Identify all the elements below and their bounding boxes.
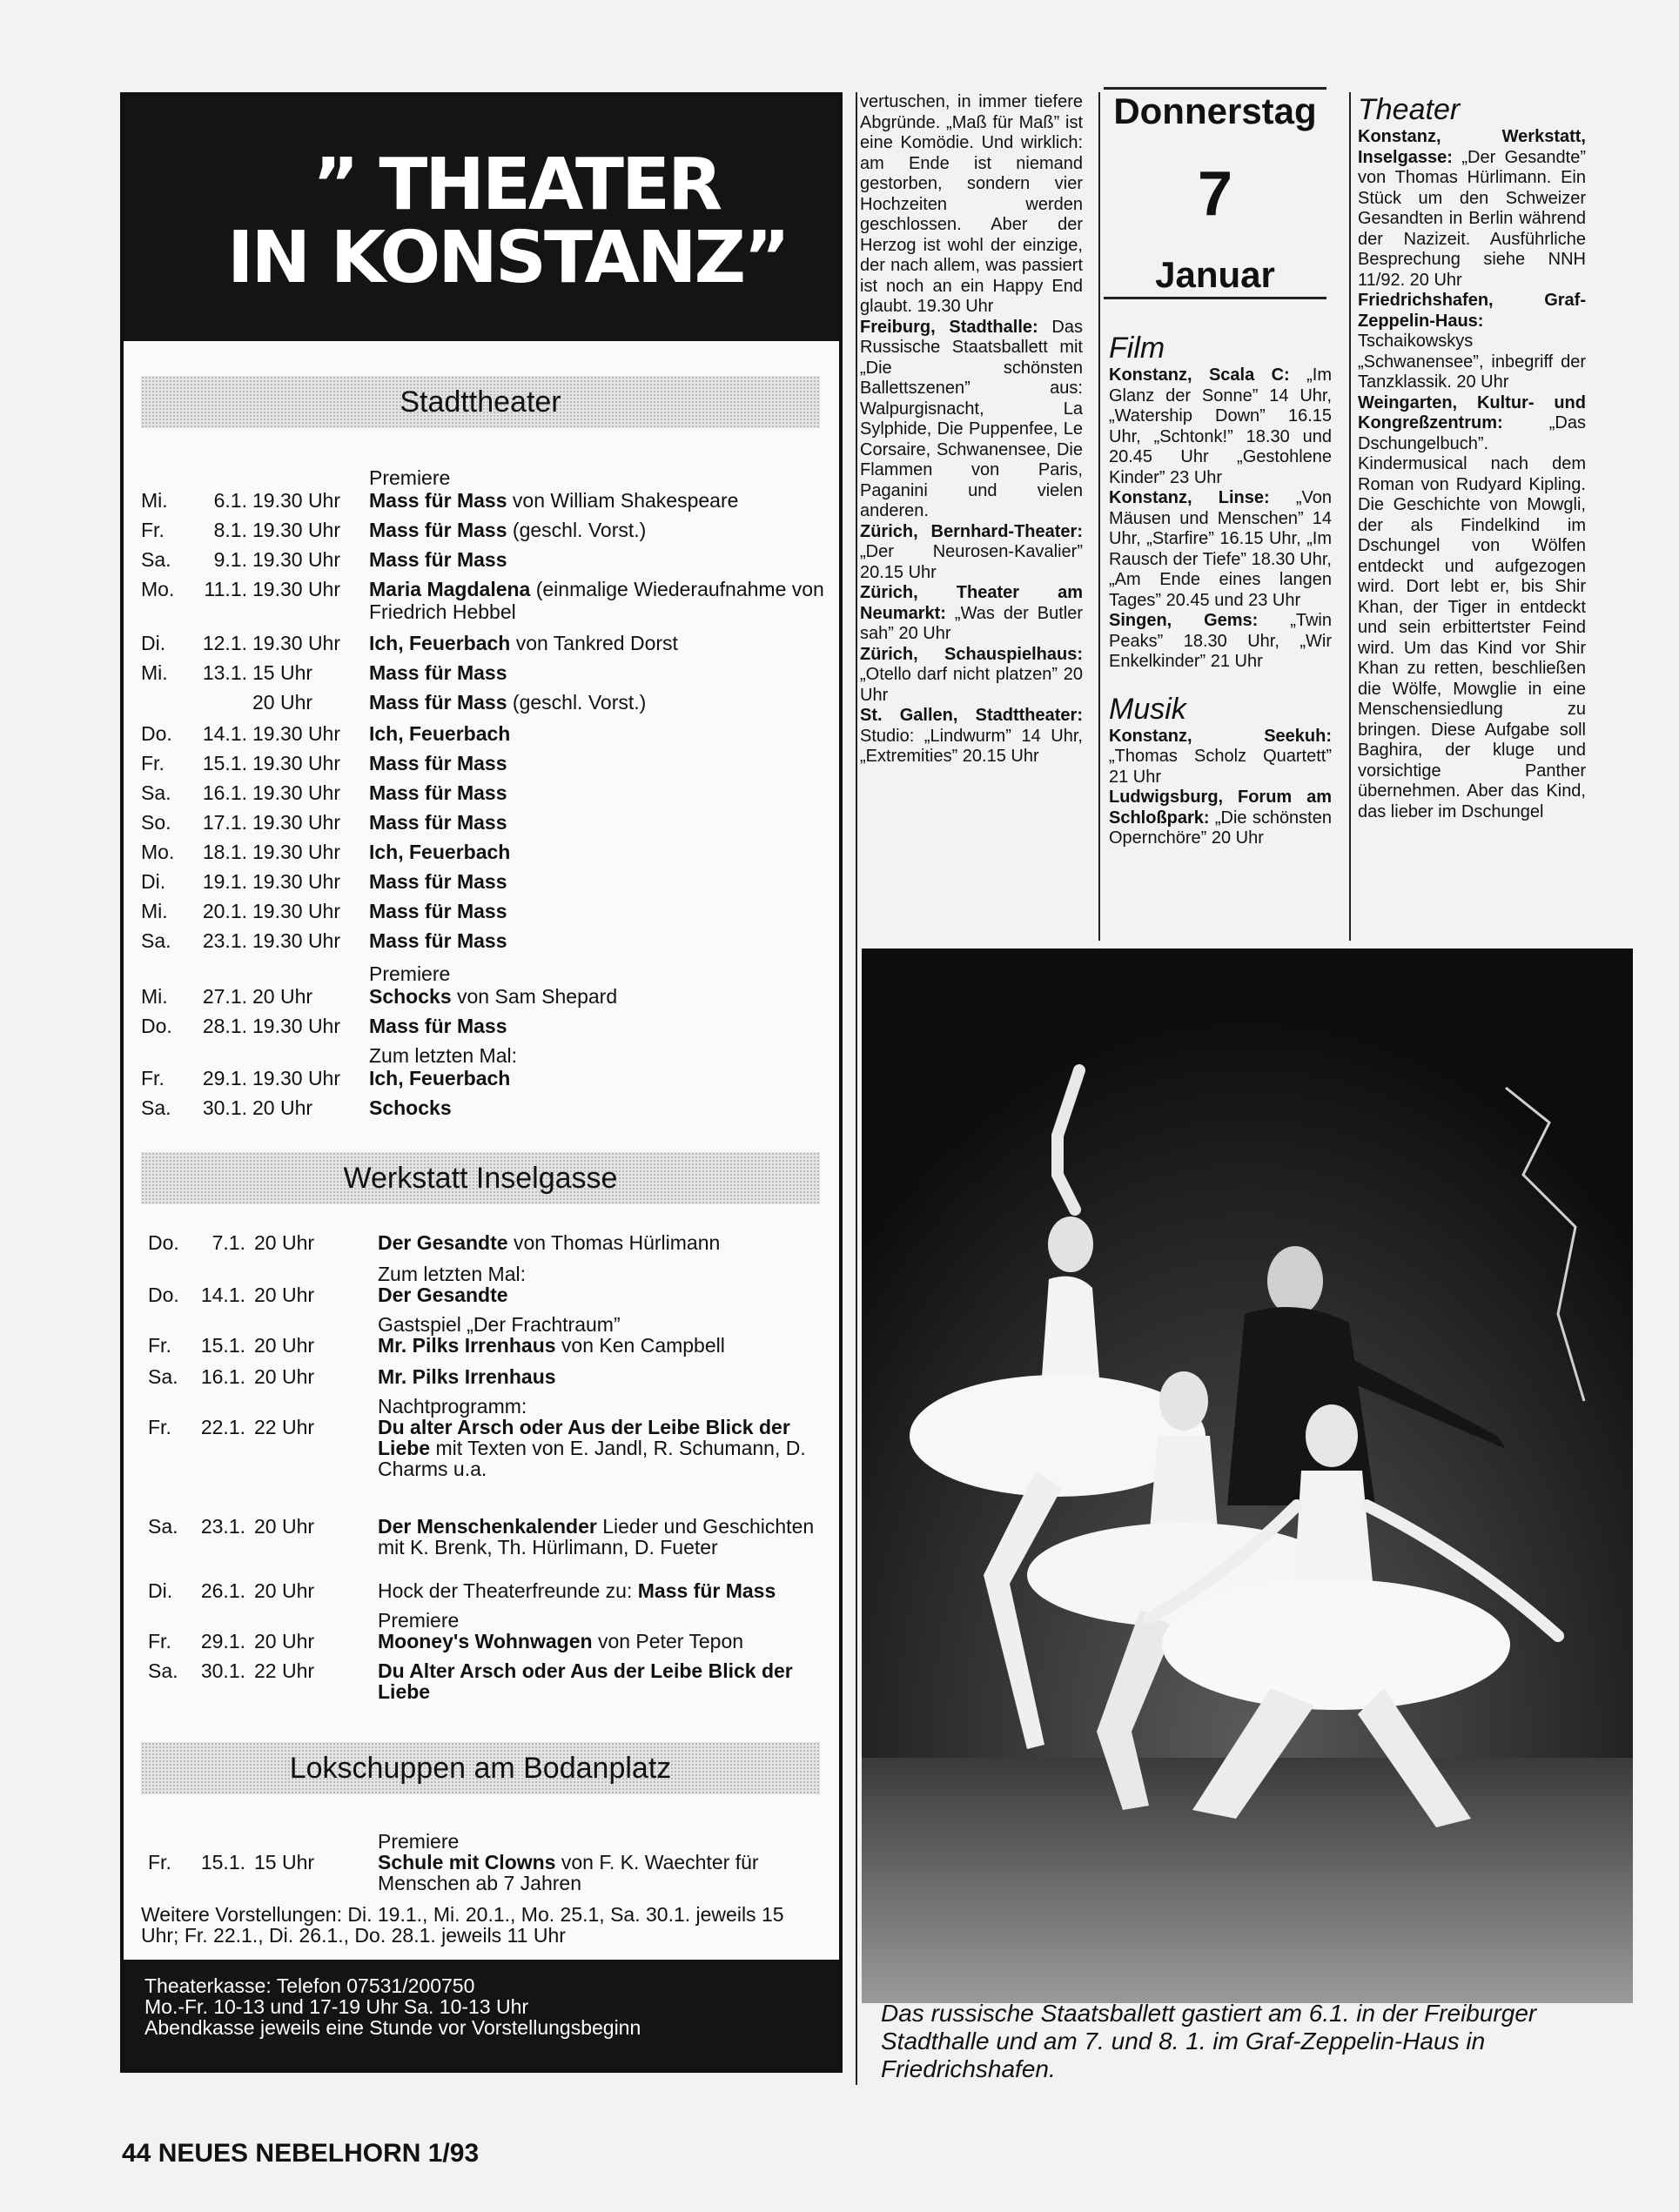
event-details: „Thomas Scholz Quartett” 21 Uhr	[1109, 747, 1332, 787]
event-venue: Zürich, Theater am Neumarkt:	[860, 583, 1083, 623]
schedule-title: Mass für Mass	[369, 1015, 507, 1037]
schedule-day: Fr.	[148, 1334, 171, 1357]
schedule-info	[369, 548, 830, 571]
schedule-title: Ich, Feuerbach	[369, 722, 511, 745]
schedule-title: Ich, Feuerbach	[369, 841, 511, 863]
schedule-time: 15 Uhr	[252, 661, 313, 684]
schedule-day: Fr.	[141, 752, 165, 774]
schedule-time: 19.30 Uhr	[252, 929, 341, 952]
dancer-left-head	[1048, 1217, 1093, 1272]
ballet-photo	[862, 948, 1633, 2003]
schedule-date: 8.1.	[213, 519, 247, 541]
schedule-day: Sa.	[141, 548, 171, 571]
schedule-date: 16.1.	[200, 1365, 245, 1388]
schedule-note: Gastspiel „Der Frachtraum”	[378, 1313, 621, 1336]
dancer-right-tutu	[1162, 1579, 1510, 1710]
schedule-date: 30.1.	[202, 1096, 247, 1119]
schedule-date: 23.1.	[202, 929, 247, 952]
schedule-info	[369, 1015, 830, 1037]
lokschuppen-show-detail: von F. K. Waechter für Menschen ab 7 Jahren	[378, 1851, 759, 1894]
schedule-title: Mooney's Wohnwagen	[378, 1630, 593, 1652]
schedule-detail: von Peter Tepon	[592, 1630, 744, 1652]
lokschuppen-show-title: Schule mit Clowns	[378, 1851, 556, 1873]
box-office-info	[124, 1960, 839, 2069]
schedule-time: 20 Uhr	[254, 1365, 315, 1388]
box-office-hours: Mo.-Fr. 10-13 und 17-19 Uhr Sa. 10-13 Uhr	[144, 1995, 529, 2018]
schedule-time: 19.30 Uhr	[252, 781, 341, 804]
lokschuppen-date: 15.1.	[200, 1851, 245, 1873]
event-venue: Ludwigsburg, Forum am Schloßpark:	[1109, 788, 1332, 828]
schedule-title: Mass für Mass	[369, 548, 507, 571]
schedule-title: Ich, Feuerbach	[369, 632, 511, 654]
schedule-time: 19.30 Uhr	[252, 632, 341, 654]
schedule-title: Mass für Mass	[369, 489, 507, 512]
schedule-info	[378, 1335, 830, 1356]
schedule-time: 19.30 Uhr	[252, 1067, 341, 1089]
column-rule-2	[1098, 92, 1100, 941]
schedule-info	[369, 722, 830, 745]
schedule-day: Fr.	[141, 519, 165, 541]
schedule-date: 16.1.	[202, 781, 247, 804]
schedule-date: 13.1.	[202, 661, 247, 684]
event-venue: Zürich, Schauspielhaus:	[860, 644, 1083, 664]
schedule-info	[369, 661, 830, 684]
schedule-day: Sa.	[148, 1659, 178, 1682]
event-details: „Das Dschungelbuch”. Kindermusical nach dem Roman von Rudyard Kipling. Die Geschichte von Mowgli, der als Findelkind im Dschungel von Wölfen entdeckt und aufgezogen wird. Dort lebt er, bis Shir Khan, der Tiger in entdeckt und sein erbittertster Feind wird. Um das Kind vor Shir Khan zu retten, beschließen die Wölfe, Mowglie in eine Menschensiedlung zu bringen. Diese Aufgabe soll Baghira, der kluge und vorsichtige Panther übernehmen. Aber das Kind, das lieber im Dschungel	[1358, 413, 1586, 821]
banner-title	[124, 96, 839, 341]
schedule-detail: von Thomas Hürlimann	[507, 1231, 721, 1254]
schedule-info	[369, 900, 830, 922]
schedule-info	[369, 691, 830, 714]
event-venue: Konstanz, Seekuh:	[1109, 726, 1332, 746]
event-venue: St. Gallen, Stadttheater:	[860, 706, 1083, 725]
event-venue: Konstanz, Scala C:	[1109, 365, 1290, 385]
schedule-day: Di.	[148, 1579, 173, 1602]
schedule-info	[369, 578, 830, 623]
schedule-note: Nachtprogramm:	[378, 1395, 527, 1418]
schedule-date: 14.1.	[200, 1284, 245, 1306]
schedule-day: Sa.	[148, 1365, 178, 1388]
schedule-time: 19.30 Uhr	[252, 548, 341, 571]
schedule-lead: Hock der Theaterfreunde zu:	[378, 1579, 638, 1602]
schedule-title: Mass für Mass	[369, 929, 507, 952]
event-venue: Singen, Gems:	[1109, 611, 1259, 630]
schedule-info	[378, 1284, 830, 1305]
schedule-time: 19.30 Uhr	[252, 519, 341, 541]
schedule-time: 20 Uhr	[254, 1630, 315, 1652]
schedule-time: 19.30 Uhr	[252, 841, 341, 863]
day-number: 7	[1197, 159, 1233, 229]
month: Januar	[1155, 254, 1275, 295]
schedule-title: Schocks	[369, 1096, 452, 1119]
schedule-date: 15.1.	[202, 752, 247, 774]
lokschuppen-info	[378, 1852, 830, 1894]
schedule-date: 12.1.	[202, 632, 247, 654]
event-details: Das Russische Staatsballett mit „Die schönsten Ballettszenen” aus: Walpurgisnacht, La Sylphide, Die Puppenfee, Le Corsaire, Schwanensee, Die Flammen von Paris, Paganini und vielen anderen.	[860, 317, 1083, 520]
event-venue: Konstanz, Werkstatt, Inselgasse:	[1358, 127, 1586, 167]
schedule-day: Sa.	[141, 781, 171, 804]
event-details: „Der Gesandte” von Thomas Hürlimann. Ein Stück um den Schweizer Gesandten in Berlin während der Nazizeit. Ausführliche Besprechung siehe NNH 11/92. 20 Uhr	[1358, 147, 1586, 290]
lokschuppen-further-dates: Weitere Vorstellungen: Di. 19.1., Mi. 20.1., Mo. 25.1, Sa. 30.1. jeweils 15 Uhr; Fr. 22.1., Di. 26.1., Do. 28.1. jeweils 11 Uhr	[141, 1903, 784, 1947]
schedule-date: 6.1.	[213, 489, 247, 512]
schedule-title: Der Gesandte	[378, 1284, 508, 1306]
schedule-info	[369, 1067, 830, 1089]
schedule-info	[378, 1366, 830, 1387]
schedule-date: 29.1.	[202, 1067, 247, 1089]
schedule-title: Ich, Feuerbach	[369, 1067, 511, 1089]
schedule-time: 20 Uhr	[254, 1284, 315, 1306]
column-rule-3	[1349, 92, 1351, 941]
schedule-detail: (einmalige Wiederaufnahme von Friedrich Hebbel	[369, 578, 824, 623]
schedule-note: Premiere	[369, 962, 451, 985]
lokschuppen-note: Premiere	[378, 1830, 460, 1853]
schedule-detail: (geschl. Vorst.)	[507, 519, 647, 541]
schedule-time: 19.30 Uhr	[252, 722, 341, 745]
schedule-time: 19.30 Uhr	[252, 752, 341, 774]
schedule-time: 19.30 Uhr	[252, 1015, 341, 1037]
event-details: Studio: „Lindwurm” 14 Uhr, „Extremities” 20.15 Uhr	[860, 726, 1083, 766]
schedule-detail: (geschl. Vorst.)	[507, 691, 647, 714]
music-heading: Musik	[1109, 692, 1186, 726]
schedule-day: Sa.	[148, 1515, 178, 1538]
schedule-info	[369, 632, 830, 654]
schedule-time: 20 Uhr	[254, 1231, 315, 1254]
section-header-lokschuppen: Lokschuppen am Bodanplatz	[141, 1742, 820, 1794]
schedule-date: 22.1.	[200, 1416, 245, 1438]
column-rule-1	[856, 92, 857, 2085]
schedule-day: Di.	[141, 870, 166, 893]
event-details: „Twin Peaks” 18.30 Uhr, „Wir Enkelkinder” 21 Uhr	[1109, 611, 1332, 671]
theater-ad-box	[120, 92, 843, 2073]
schedule-info	[378, 1516, 830, 1558]
schedule-date: 29.1.	[200, 1630, 245, 1652]
event-details: „Otello darf nicht platzen” 20 Uhr	[860, 665, 1083, 705]
schedule-detail: Lieder und Geschichten mit K. Brenk, Th. Hürlimann, D. Fueter	[378, 1515, 815, 1558]
schedule-title: Mass für Mass	[369, 900, 507, 922]
schedule-title: Mass für Mass	[637, 1579, 776, 1602]
schedule-time: 20 Uhr	[254, 1579, 315, 1602]
photo-caption: Das russische Staatsballett gastiert am 6.1. in der Freiburger Stadthalle und am 7. und 8. 1. im Graf-Zeppelin-Haus in Friedrichshafen.	[881, 2000, 1537, 2082]
section-header-werkstatt: Werkstatt Inselgasse	[141, 1152, 820, 1204]
schedule-info	[369, 841, 830, 863]
banner-line-2: IN KONSTANZ”	[227, 217, 788, 299]
schedule-day: Di.	[141, 632, 166, 654]
schedule-date: 27.1.	[202, 985, 247, 1008]
schedule-time: 19.30 Uhr	[252, 870, 341, 893]
schedule-info	[369, 781, 830, 804]
schedule-detail: von Tankred Dorst	[510, 632, 678, 654]
schedule-title: Mass für Mass	[369, 661, 507, 684]
schedule-info	[369, 811, 830, 834]
schedule-info	[369, 985, 830, 1008]
schedule-date: 14.1.	[202, 722, 247, 745]
schedule-note: Zum letzten Mal:	[378, 1263, 526, 1285]
schedule-info	[378, 1417, 830, 1479]
schedule-day: So.	[141, 811, 171, 834]
schedule-info	[378, 1232, 830, 1253]
schedule-day: Sa.	[141, 929, 171, 952]
schedule-title: Mr. Pilks Irrenhaus	[378, 1334, 556, 1357]
box-office-evening: Abendkasse jeweils eine Stunde vor Vorstellungsbeginn	[144, 2016, 641, 2039]
date-header	[1104, 87, 1326, 299]
schedule-title: Du Alter Arsch oder Aus der Leibe Blick der Liebe	[378, 1659, 793, 1703]
schedule-info	[378, 1660, 830, 1702]
event-venue: Konstanz, Linse:	[1109, 488, 1270, 507]
schedule-day: Mi.	[141, 900, 168, 922]
schedule-title: Mass für Mass	[369, 870, 507, 893]
schedule-detail: von Sam Shepard	[451, 985, 618, 1008]
schedule-title: Der Menschenkalender	[378, 1515, 597, 1538]
schedule-date: 20.1.	[202, 900, 247, 922]
schedule-time: 20 Uhr	[252, 985, 313, 1008]
schedule-info	[369, 519, 830, 541]
schedule-title: Du alter Arsch oder Aus der Leibe Blick der Liebe	[378, 1416, 790, 1459]
schedule-day: Mo.	[141, 841, 175, 863]
schedule-info	[369, 870, 830, 893]
schedule-day: Fr.	[148, 1416, 171, 1438]
schedule-title: Mass für Mass	[369, 752, 507, 774]
schedule-info	[378, 1631, 830, 1652]
schedule-day: Do.	[141, 722, 172, 745]
schedule-day: Fr.	[148, 1630, 171, 1652]
event-details: „Im Glanz der Sonne” 14 Uhr, „Watership Down” 16.15 Uhr, „Schtonk!” 18.30 und 20.45 Uhr „Gestohlene Kinder” 23 Uhr	[1109, 365, 1332, 487]
banner-line-1: ” THEATER	[312, 144, 721, 226]
schedule-title: Mass für Mass	[369, 811, 507, 834]
theater-heading: Theater	[1358, 93, 1461, 126]
schedule-title: Mass für Mass	[369, 519, 507, 541]
section-header-stadttheater: Stadttheater	[141, 376, 820, 428]
event-details: Tschaikowskys „Schwanensee”, inbegriff der Tanzklassik. 20 Uhr	[1358, 332, 1586, 392]
schedule-note: Premiere	[378, 1609, 460, 1632]
schedule-time: 20 Uhr	[252, 691, 313, 714]
schedule-time: 19.30 Uhr	[252, 578, 341, 600]
date-rule-bottom	[1104, 297, 1326, 299]
schedule-time: 20 Uhr	[254, 1515, 315, 1538]
page-footer: 44 NEUES NEBELHORN 1/93	[122, 2139, 480, 2168]
schedule-date: 11.1.	[204, 578, 247, 600]
schedule-time: 19.30 Uhr	[252, 489, 341, 512]
schedule-date: 23.1.	[200, 1515, 245, 1538]
box-office-phone: Theaterkasse: Telefon 07531/200750	[144, 1974, 475, 1997]
schedule-day: Do.	[148, 1284, 179, 1306]
schedule-time: 20 Uhr	[252, 1096, 313, 1119]
schedule-detail: mit Texten von E. Jandl, R. Schumann, D. Charms u.a.	[378, 1437, 806, 1480]
lokschuppen-day: Fr.	[148, 1851, 171, 1873]
event-details: „Was der Butler sah” 20 Uhr	[860, 603, 1083, 643]
schedule-note: Zum letzten Mal:	[369, 1044, 517, 1067]
schedule-info	[369, 1096, 830, 1119]
schedule-time: 19.30 Uhr	[252, 811, 341, 834]
schedule-date: 30.1.	[200, 1659, 245, 1682]
schedule-title: Der Gesandte	[378, 1231, 508, 1254]
schedule-date: 17.1.	[202, 811, 247, 834]
schedule-time: 22 Uhr	[254, 1659, 315, 1682]
schedule-title: Schocks	[369, 985, 452, 1008]
schedule-detail: von William Shakespeare	[507, 489, 739, 512]
schedule-date: 7.1.	[212, 1231, 245, 1254]
schedule-title: Mr. Pilks Irrenhaus	[378, 1365, 556, 1388]
schedule-day: Mi.	[141, 661, 168, 684]
schedule-day: Fr.	[141, 1067, 165, 1089]
schedule-note: Premiere	[369, 466, 451, 489]
column-1-text	[860, 92, 1083, 767]
schedule-day: Do.	[141, 1015, 172, 1037]
schedule-day: Mi.	[141, 985, 168, 1008]
schedule-time: 19.30 Uhr	[252, 900, 341, 922]
schedule-date: 26.1.	[200, 1579, 245, 1602]
schedule-day: Sa.	[141, 1096, 171, 1119]
event-venue: Freiburg, Stadthalle:	[860, 317, 1038, 337]
schedule-title: Maria Magdalena	[369, 578, 531, 600]
event-venue: Zürich, Bernhard-Theater:	[860, 521, 1083, 541]
event-details: „Von Mäusen und Menschen” 14 Uhr, „Starfire” 16.15 Uhr, „Im Rausch der Tiefe” 18.30 Uhr, „Am Ende eines langen Tages” 20.45 und 23 Uhr	[1109, 488, 1332, 610]
event-venue: Weingarten, Kultur- und Kongreßzentrum:	[1358, 392, 1586, 432]
schedule-day: Do.	[148, 1231, 179, 1254]
dancer-male-head	[1267, 1246, 1323, 1316]
schedule-date: 19.1.	[202, 870, 247, 893]
schedule-detail: von Ken Campbell	[555, 1334, 725, 1357]
schedule-date: 28.1.	[202, 1015, 247, 1037]
schedule-title: Mass für Mass	[369, 781, 507, 804]
schedule-info	[369, 489, 830, 512]
film-heading: Film	[1109, 332, 1165, 365]
schedule-info	[369, 752, 830, 774]
dancer-right-head	[1306, 1404, 1358, 1467]
schedule-info	[369, 929, 830, 952]
column-2-text	[1109, 331, 1332, 849]
event-details: „Der Neurosen-Kavalier” 20.15 Uhr	[860, 542, 1083, 582]
column-3-text	[1358, 92, 1586, 822]
schedule-title: Mass für Mass	[369, 691, 507, 714]
schedule-day: Mo.	[141, 578, 175, 600]
lokschuppen-time: 15 Uhr	[254, 1851, 315, 1873]
schedule-info	[378, 1580, 830, 1601]
schedule-day: Mi.	[141, 489, 168, 512]
schedule-time: 22 Uhr	[254, 1416, 315, 1438]
schedule-date: 15.1.	[200, 1334, 245, 1357]
article-continuation: vertuschen, in immer tiefere Abgründe. „Maß für Maß” ist eine Komödie. Und wirklich: am Ende ist niemand gestorben, sondern vier Hochzeiten werden geschlossen. Aber der Herzog ist wohl der einzige, der nach allem, was passiert ist noch an ein Happy End glaubt. 19.30 Uhr	[860, 92, 1083, 316]
weekday: Donnerstag	[1113, 90, 1317, 131]
schedule-date: 9.1.	[213, 548, 247, 571]
schedule-date: 18.1.	[202, 841, 247, 863]
dancer-center-head	[1159, 1371, 1208, 1431]
event-venue: Friedrichshafen, Graf-Zeppelin-Haus:	[1358, 291, 1586, 331]
schedule-time: 20 Uhr	[254, 1334, 315, 1357]
event-details: „Die schönsten Opernchöre” 20 Uhr	[1109, 808, 1332, 848]
